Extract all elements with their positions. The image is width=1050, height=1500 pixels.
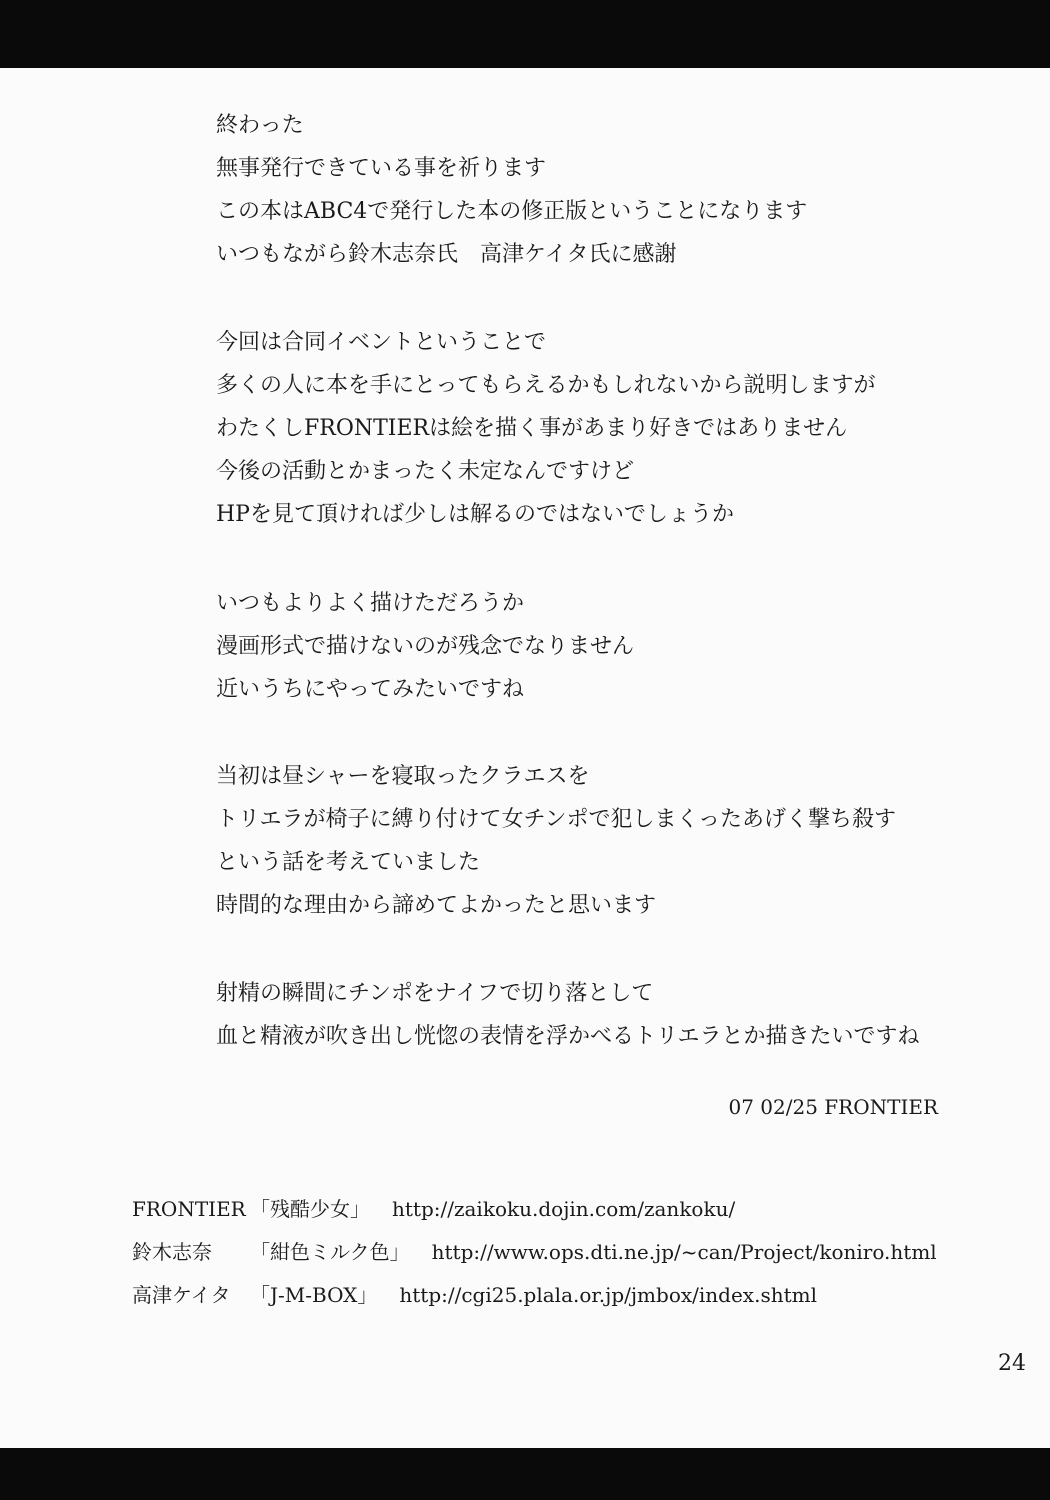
body-line: トリエラが椅子に縛り付けて女チンポで犯しまくったあげく撃ち殺す	[216, 807, 897, 832]
body-line: 近いうちにやってみたいですね	[216, 677, 525, 702]
credit-url: http://cgi25.plala.or.jp/jmbox/index.shtml	[399, 1283, 817, 1307]
body-line: という話を考えていました	[216, 850, 481, 875]
page-number: 24	[998, 1351, 1026, 1376]
credit-line	[132, 1279, 817, 1308]
body-line: この本はABC4で発行した本の修正版ということになります	[216, 199, 808, 224]
signature: 07 02/25 FRONTIER	[728, 1095, 938, 1119]
body-line: 当初は昼シャーを寝取ったクラエスを	[216, 764, 590, 789]
body-line: 多くの人に本を手にとってもらえるかもしれないから説明しますが	[216, 373, 876, 398]
credit-line	[132, 1236, 937, 1265]
body-line: いつもながら鈴木志奈氏 高津ケイタ氏に感謝	[216, 242, 677, 267]
credit-url: http://zaikoku.dojin.com/zankoku/	[392, 1197, 736, 1221]
body-line: 今回は合同イベントということで	[216, 330, 547, 355]
credit-name: 鈴木志奈	[132, 1240, 212, 1264]
body-line: 漫画形式で描けないのが残念でなりません	[216, 634, 635, 659]
body-line: 時間的な理由から諦めてよかったと思います	[216, 893, 657, 918]
body-line: 血と精液が吹き出し恍惚の表情を浮かべるトリエラとか描きたいですね	[216, 1024, 920, 1049]
document-page	[0, 68, 1050, 1448]
credit-title: 「紺色ミルク色」	[250, 1240, 410, 1264]
body-line: 無事発行できている事を祈ります	[216, 156, 547, 181]
body-line: 今後の活動とかまったく未定なんですけど	[216, 459, 635, 484]
credit-title: 「残酷少女」	[250, 1197, 370, 1221]
credit-url: http://www.ops.dti.ne.jp/~can/Project/koniro.html	[431, 1240, 937, 1264]
credit-line	[132, 1193, 735, 1222]
credit-name: 高津ケイタ	[132, 1283, 231, 1307]
body-line: 終わった	[216, 113, 304, 138]
body-line: いつもよりよく描けただろうか	[216, 591, 525, 616]
body-line: わたくしFRONTIERは絵を描く事があまり好きではありません	[216, 416, 848, 441]
credit-title: 「J-M-BOX」	[250, 1283, 378, 1307]
body-line: HPを見て頂ければ少しは解るのではないでしょうか	[216, 502, 734, 527]
body-line: 射精の瞬間にチンポをナイフで切り落として	[216, 981, 654, 1006]
credit-name: FRONTIER	[132, 1197, 246, 1221]
